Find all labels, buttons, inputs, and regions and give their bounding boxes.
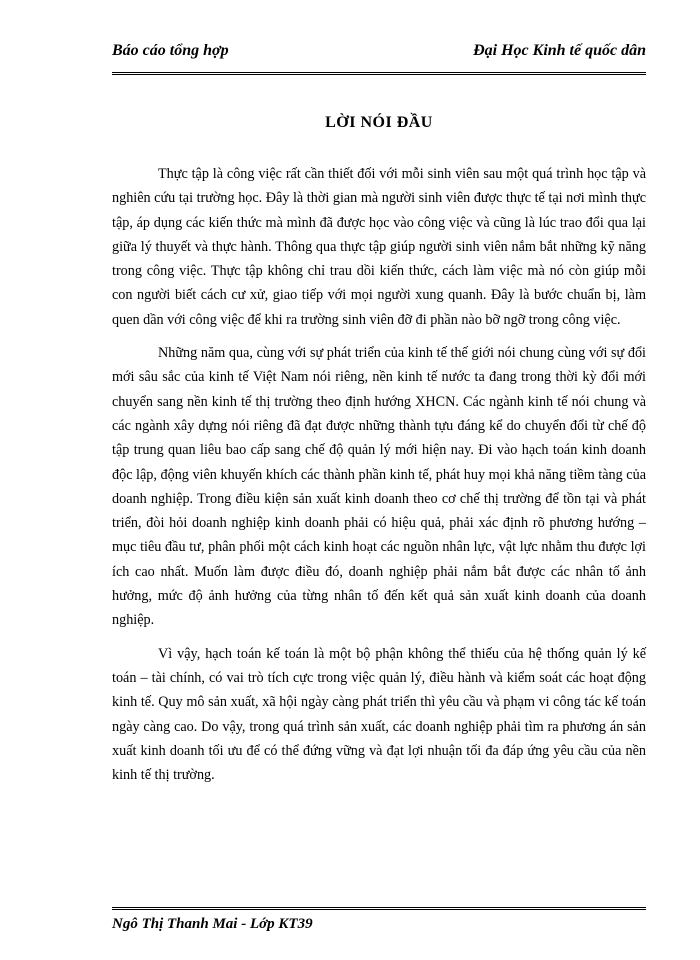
paragraph-2: Những năm qua, cùng với sự phát triển của kinh tế thế giới nói chung cùng với sự đổi mới sâu sắc của kinh tế Việt Nam nói riêng, nền kinh tế nước ta đang trong thời kỳ đổi mới chuyển sang nền kinh tế thị trường theo định hướng XHCN. Các ngành kinh tế nói chung và các ngành xây dựng nói riêng đã đạt được những thành tựu đáng kể do chuyển đổi từ chế độ tập trung quan liêu bao cấp sang chế độ quản lý mới hiện nay. Đi vào hạch toán kinh doanh độc lập, động viên khuyến khích các thành phần kinh tế, phát huy mọi khả năng tiềm tàng của doanh nghiệp. Trong điều kiện sản xuất kinh doanh theo cơ chế thị trường để tồn tại và phát triển, đòi hỏi doanh nghiệp kinh doanh phải có hiệu quả, phải xác định rõ phương hướng – mục tiêu đầu tư, phân phối một cách kinh hoạt các nguồn nhân lực, vật lực nhằm thu được lợi ích cao nhất. Muốn làm được điều đó, doanh nghiệp phải nắm bắt được các nhân tố ảnh hưởng, mức độ ảnh hưởng của từng nhân tố đến kết quả sản xuất kinh doanh của doanh nghiệp.: [112, 345, 646, 629]
page-footer: [112, 907, 646, 932]
footer-author: Ngô Thị Thanh Mai - Lớp KT39: [112, 916, 313, 932]
page-header: [112, 38, 646, 75]
paragraph-3: Vì vậy, hạch toán kế toán là một bộ phận không thể thiếu của hệ thống quản lý kế toán – tài chính, có vai trò tích cực trong việc quản lý, điều hành và kiểm soát các hoạt động kinh tế. Quy mô sản xuất, xã hội ngày càng phát triển thì yêu cầu và phạm vi công tác kế toán ngày càng cao. Do vậy, trong quá trình sản xuất, các doanh nghiệp phải tìm ra phương án sản xuất kinh doanh tối ưu để có thể đứng vững và đạt lợi nhuận tối đa đáp ứng yêu cầu của nền kinh tế thị trường.: [112, 645, 646, 784]
page-title: LỜI NÓI ĐẦU: [325, 114, 433, 131]
paragraph-1: Thực tập là công việc rất cần thiết đối với mỗi sinh viên sau một quá trình học tập và nghiên cứu tại trường học. Đây là thời gian mà người sinh viên được thực tế tại nơi mình thực tập, áp dụng các kiến thức mà mình đã được học vào công việc và cũng là lúc trao đổi qua lại giữa lý thuyết và thực hành. Thông qua thực tập giúp người sinh viên nắm bắt những kỹ năng trong công việc. Thực tập không chỉ trau dồi kiến thức, cách làm việc mà nó còn giúp mỗi con người biết cách cư xử, giao tiếp với mọi người xung quanh. Đây là bước chuẩn bị, làm quen dần với công việc để khi ra trường sinh viên đỡ đi phần nào bỡ ngỡ trong công việc.: [112, 166, 646, 328]
header-university-name: Đại Học Kinh tế quốc dân: [473, 42, 646, 59]
header-report-title: Báo cáo tổng hợp: [112, 42, 229, 59]
document-body: [112, 162, 646, 796]
